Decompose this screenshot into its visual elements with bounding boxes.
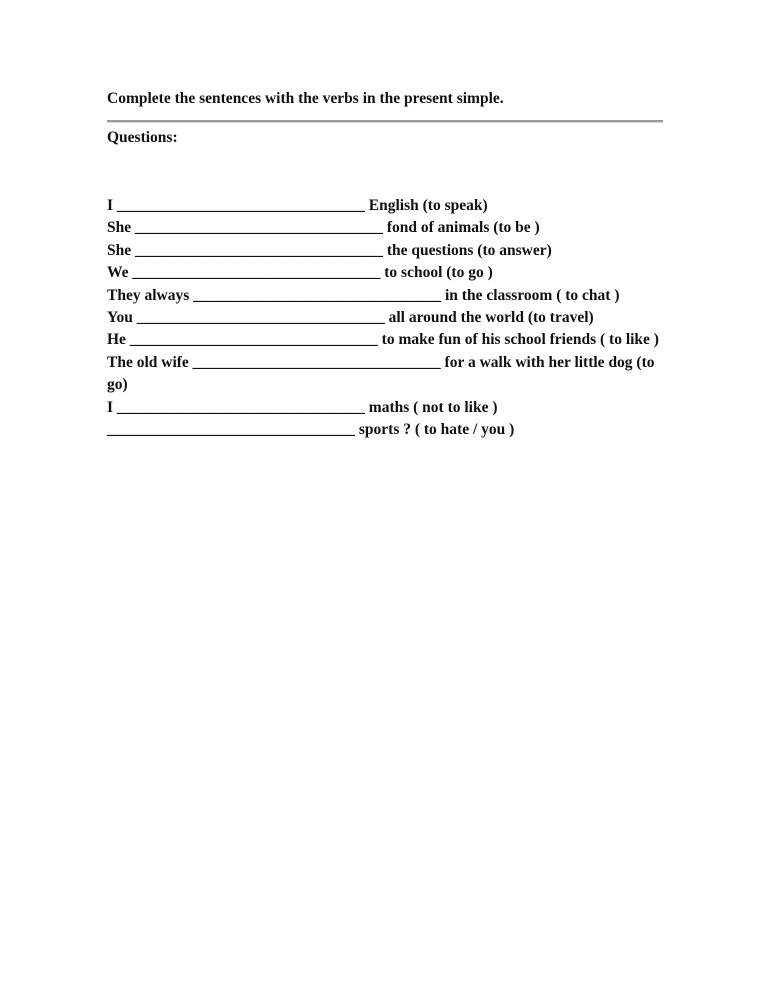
exercise-sentence-6: You ________________________________ all around the world (to travel)	[107, 309, 594, 327]
exercise-sentence-5: They always ________________________________ in the classroom ( to chat )	[107, 286, 620, 304]
exercise-sentence-8: The old wife ________________________________ for a walk with her little dog (to go)	[107, 353, 655, 394]
section-label: Questions:	[107, 129, 178, 146]
exercise-sentence-4: We ________________________________ to school (to go )	[107, 264, 493, 282]
horizontal-divider	[107, 120, 663, 123]
exercise-list	[107, 195, 663, 441]
worksheet-page	[107, 88, 663, 441]
exercise-sentence-1: I ________________________________ English (to speak)	[107, 197, 488, 214]
exercise-sentence-9: I ________________________________ maths ( not to like )	[107, 398, 498, 416]
exercise-sentence-7: He ________________________________ to make fun of his school friends ( to like )	[107, 331, 659, 349]
exercise-sentence-2: She ________________________________ fond of animals (to be )	[107, 219, 540, 237]
exercise-sentence-10: ________________________________ sports ? ( to hate / you )	[107, 421, 515, 439]
exercise-sentence-3: She ________________________________ the questions (to answer)	[107, 241, 552, 259]
instruction-text: Complete the sentences with the verbs in the present simple.	[107, 90, 504, 107]
